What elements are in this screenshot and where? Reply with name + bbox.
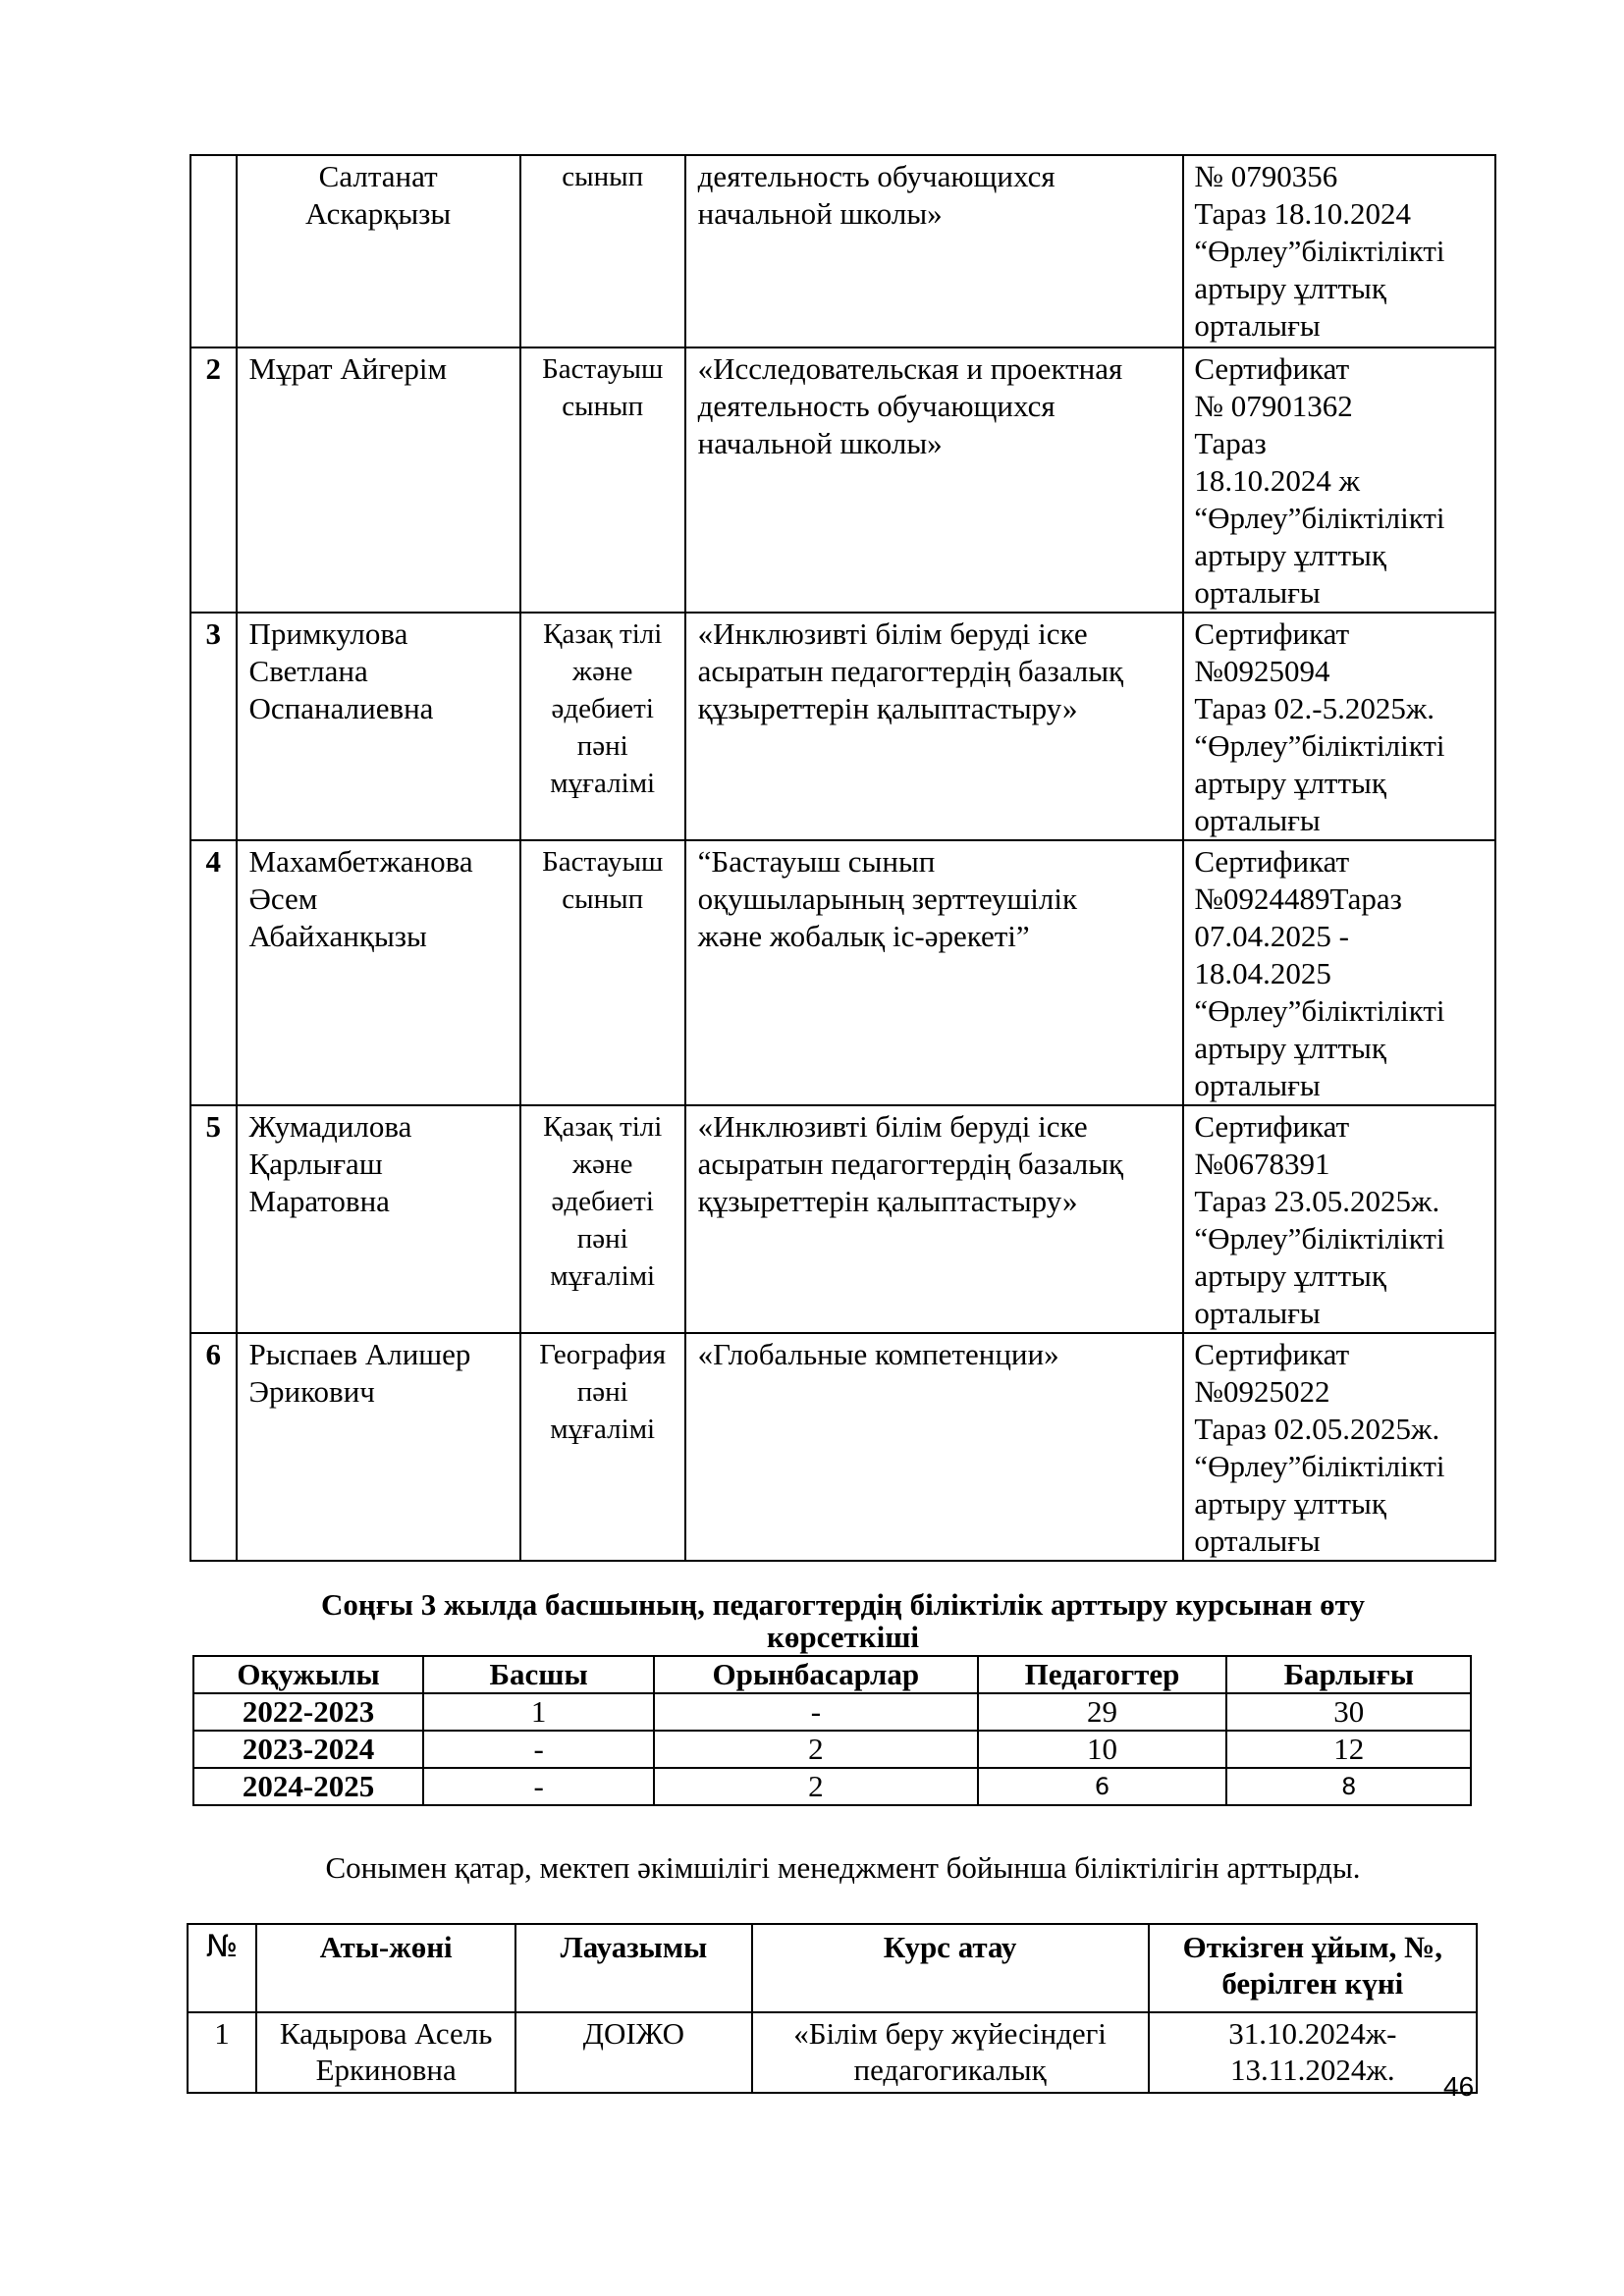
table-row <box>190 347 1495 613</box>
table-row <box>193 1731 1471 1768</box>
teacher-subject: Бастауыш сынып <box>520 840 685 1105</box>
table-cell: 12 <box>1226 1731 1471 1768</box>
qualification-table <box>189 154 1496 1562</box>
table-cell: ДОІЖО <box>515 2012 751 2093</box>
table-row <box>190 155 1495 347</box>
row-number: 5 <box>190 1105 237 1333</box>
teacher-subject: Бастауыш сынып <box>520 347 685 613</box>
certificate-info: Сертификат №0925022 Тараз 02.05.2025ж. “Өрлеу”біліктілікті артыру ұлттық орталығы <box>1183 1333 1495 1561</box>
column-header: № <box>188 1924 256 2012</box>
table-cell: 2024-2025 <box>193 1768 423 1805</box>
certificate-info: № 0790356 Тараз 18.10.2024 “Өрлеу”біліктілікті артыру ұлттық орталығы <box>1183 155 1495 347</box>
teacher-subject: Қазақ тілі және әдебиеті пәні мұғалімі <box>520 1105 685 1333</box>
table-cell: 8 <box>1226 1768 1471 1805</box>
course-title: «Инклюзивті білім беруді іске асыратын педагогтердің базалық құзыреттерін қалыптастыру» <box>685 1105 1184 1333</box>
table-cell: 2 <box>654 1731 977 1768</box>
stats-title: Соңғы 3 жылда басшының, педагогтердің біліктілік арттыру курсынан өту көрсеткіші <box>320 1587 1366 1654</box>
row-number: 3 <box>190 613 237 840</box>
certificate-info: Сертификат №0924489Тараз 07.04.2025 - 18.04.2025 “Өрлеу”біліктілікті артыру ұлттық орталығы <box>1183 840 1495 1105</box>
table-row <box>190 1333 1495 1561</box>
admin-training-table <box>187 1923 1478 2094</box>
teacher-name: Мұрат Айгерім <box>237 347 520 613</box>
row-number: 4 <box>190 840 237 1105</box>
table-cell: - <box>423 1731 654 1768</box>
teacher-name: Рыспаев Алишер Эрикович <box>237 1333 520 1561</box>
table-cell: Кадырова Асель Еркиновна <box>256 2012 515 2093</box>
column-header: Аты-жөні <box>256 1924 515 2012</box>
table-cell: 10 <box>978 1731 1227 1768</box>
column-header: Басшы <box>423 1656 654 1693</box>
course-title: деятельность обучающихся начальной школы» <box>685 155 1184 347</box>
column-header: Педагогтер <box>978 1656 1227 1693</box>
row-number: 2 <box>190 347 237 613</box>
table-row <box>190 840 1495 1105</box>
teacher-name: Примкулова Светлана Оспаналиевна <box>237 613 520 840</box>
table-cell: «Білім беру жүйесіндегі педагогикалық <box>752 2012 1149 2093</box>
table-cell: 2 <box>654 1768 977 1805</box>
table-header-row <box>193 1656 1471 1693</box>
teacher-subject: География пәні мұғалімі <box>520 1333 685 1561</box>
teacher-name: Махамбетжанова Әсем Абайханқызы <box>237 840 520 1105</box>
table-cell: 29 <box>978 1693 1227 1731</box>
table-cell: 1 <box>423 1693 654 1731</box>
table-cell: - <box>654 1693 977 1731</box>
body-paragraph: Сонымен қатар, мектеп әкімшілігі менеджмент бойынша біліктілігін арттырды. <box>325 1850 1361 1885</box>
table-row <box>190 613 1495 840</box>
table-cell: 31.10.2024ж- 13.11.2024ж. <box>1149 2012 1477 2093</box>
course-title: “Бастауыш сынып оқушыларының зерттеушілік және жобалық іс-әрекеті” <box>685 840 1184 1105</box>
column-header: Орынбасарлар <box>654 1656 977 1693</box>
teacher-name: Жумадилова Қарлығаш Маратовна <box>237 1105 520 1333</box>
table-cell: 2023-2024 <box>193 1731 423 1768</box>
column-header: Барлығы <box>1226 1656 1471 1693</box>
table-row <box>193 1693 1471 1731</box>
course-title: «Инклюзивті білім беруді іске асыратын педагогтердің базалық құзыреттерін қалыптастыру» <box>685 613 1184 840</box>
table-row <box>188 2012 1477 2093</box>
table-row <box>190 1105 1495 1333</box>
stats-table <box>192 1655 1472 1806</box>
table-cell: - <box>423 1768 654 1805</box>
teacher-name: Салтанат Аскарқызы <box>237 155 520 347</box>
certificate-info: Сертификат № 07901362 Тараз 18.10.2024 ж “Өрлеу”біліктілікті артыру ұлттық орталығы <box>1183 347 1495 613</box>
certificate-info: Сертификат №0925094 Тараз 02.-5.2025ж. “Өрлеу”біліктілікті артыру ұлттық орталығы <box>1183 613 1495 840</box>
column-header: Өткізген ұйым, №, берілген күні <box>1149 1924 1477 2012</box>
table-cell: 6 <box>978 1768 1227 1805</box>
page-number: 46 <box>1443 2071 1475 2102</box>
certificate-info: Сертификат №0678391 Тараз 23.05.2025ж. “Өрлеу”біліктілікті артыру ұлттық орталығы <box>1183 1105 1495 1333</box>
table-cell: 30 <box>1226 1693 1471 1731</box>
course-title: «Исследовательская и проектная деятельность обучающихся начальной школы» <box>685 347 1184 613</box>
row-number: 6 <box>190 1333 237 1561</box>
row-number <box>190 155 237 347</box>
teacher-subject: сынып <box>520 155 685 347</box>
course-title: «Глобальные компетенции» <box>685 1333 1184 1561</box>
table-cell: 2022-2023 <box>193 1693 423 1731</box>
column-header: Курс атау <box>752 1924 1149 2012</box>
table-row <box>193 1768 1471 1805</box>
teacher-subject: Қазақ тілі және әдебиеті пәні мұғалімі <box>520 613 685 840</box>
column-header: Лауазымы <box>515 1924 751 2012</box>
table-header-row <box>188 1924 1477 2012</box>
column-header: Оқужылы <box>193 1656 423 1693</box>
table-cell: 1 <box>188 2012 256 2093</box>
